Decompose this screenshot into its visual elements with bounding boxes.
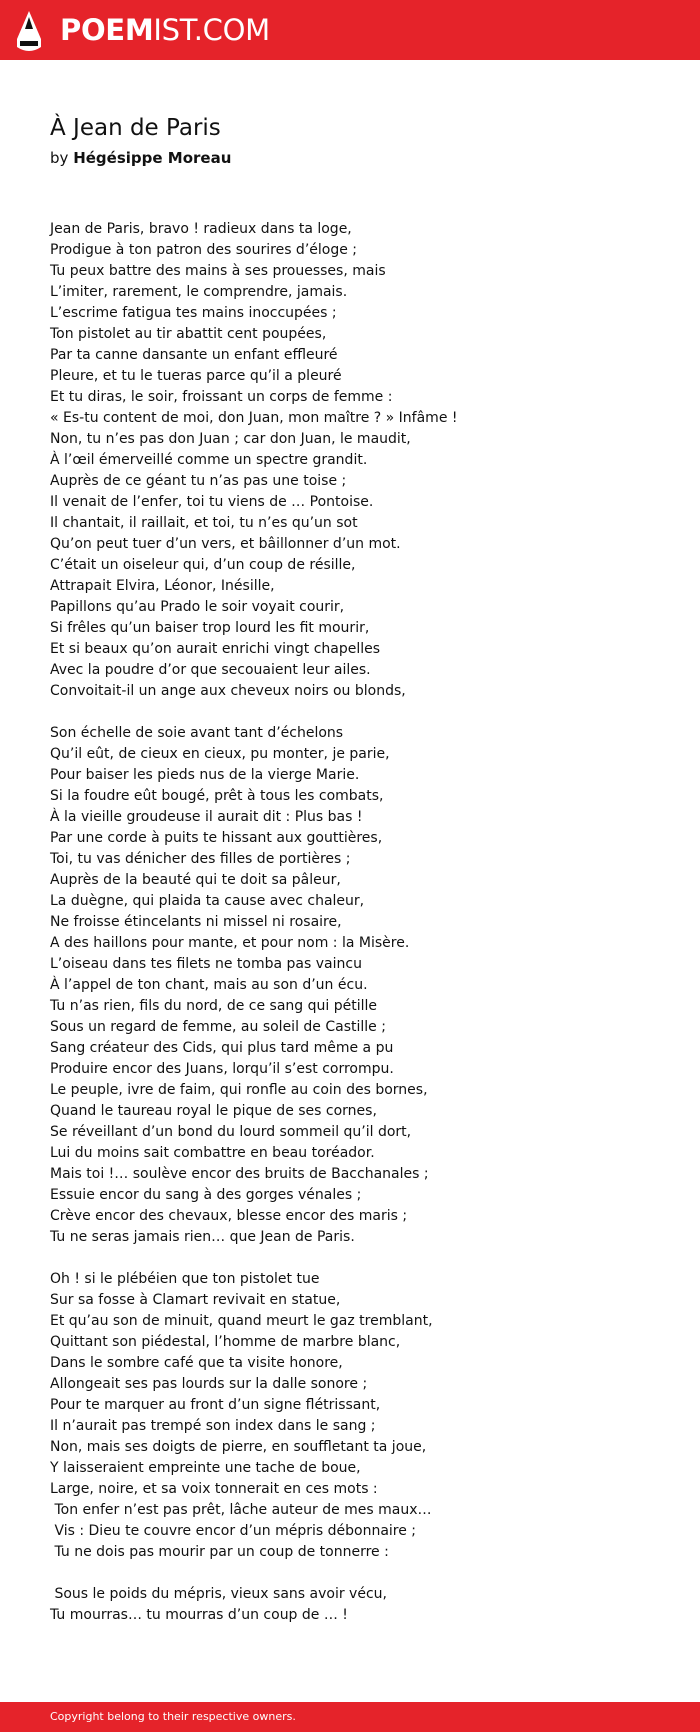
poem-line: Pour te marquer au front d’un signe flétrissant,	[50, 1397, 381, 1413]
footer-copyright: Copyright belong to their respective owners.	[50, 1710, 296, 1723]
logo-light-text: IST.COM	[153, 13, 270, 47]
poem-line: Il venait de l’enfer, toi tu viens de … Pontoise.	[50, 494, 374, 510]
poem-line: Pour baiser les pieds nus de la vierge Marie.	[50, 767, 360, 783]
poem-line: Par une corde à puits te hissant aux gouttières,	[50, 830, 383, 846]
poem-line: Et si beaux qu’on aurait enrichi vingt chapelles	[50, 641, 381, 657]
poem-line: Essuie encor du sang à des gorges vénales ;	[50, 1187, 362, 1203]
poem-line: À l’appel de ton chant, mais au son d’un écu.	[50, 977, 368, 993]
poem-stanza	[50, 1584, 670, 1626]
poem-line: « Es-tu content de moi, don Juan, mon maître ? » Infâme !	[50, 410, 458, 426]
poem-line: Quand le taureau royal le pique de ses cornes,	[50, 1103, 377, 1119]
poem-line: L’escrime fatigua tes mains inoccupées ;	[50, 305, 337, 321]
poem-line: Se réveillant d’un bond du lourd sommeil qu’il dort,	[50, 1124, 412, 1140]
poem-line: Lui du moins sait combattre en beau toréador.	[50, 1145, 375, 1161]
poem-line: Non, mais ses doigts de pierre, en souffletant ta joue,	[50, 1439, 427, 1455]
poem-line: A des haillons pour mante, et pour nom : la Misère.	[50, 935, 410, 951]
poem-line: Si frêles qu’un baiser trop lourd les fit mourir,	[50, 620, 370, 636]
poem-line: Tu peux battre des mains à ses prouesses, mais	[50, 263, 386, 279]
poem-line: Convoitait-il un ange aux cheveux noirs ou blonds,	[50, 683, 406, 699]
poem-title: À Jean de Paris	[50, 115, 221, 141]
poem-line: Tu n’as rien, fils du nord, de ce sang qui pétille	[50, 998, 377, 1014]
poem-line: Dans le sombre café que ta visite honore,	[50, 1355, 343, 1371]
poem-line: Auprès de la beauté qui te doit sa pâleur,	[50, 872, 341, 888]
poem-line: Ne froisse étincelants ni missel ni rosaire,	[50, 914, 342, 930]
poem-line: Crève encor des chevaux, blesse encor des maris ;	[50, 1208, 408, 1224]
poem-stanza	[50, 723, 670, 1248]
poem-author: Hégésippe Moreau	[73, 149, 232, 167]
poem-line: C’était un oiseleur qui, d’un coup de résille,	[50, 557, 356, 573]
poem-line: Ton enfer n’est pas prêt, lâche auteur de mes maux…	[50, 1502, 432, 1518]
poem-line: Qu’il eût, de cieux en cieux, pu monter, je parie,	[50, 746, 390, 762]
poem-line: Oh ! si le plébéien que ton pistolet tue	[50, 1271, 320, 1287]
site-header	[0, 0, 700, 60]
poem-line: Non, tu n’es pas don Juan ; car don Juan, le maudit,	[50, 431, 411, 447]
poem-line: Son échelle de soie avant tant d’échelons	[50, 725, 344, 741]
poem-line: Tu ne dois pas mourir par un coup de tonnerre :	[50, 1544, 389, 1560]
poem-line: Par ta canne dansante un enfant effleuré	[50, 347, 338, 363]
poem-body	[50, 219, 670, 1647]
poem-line: Allongeait ses pas lourds sur la dalle sonore ;	[50, 1376, 368, 1392]
poem-line: Il n’aurait pas trempé son index dans le sang ;	[50, 1418, 376, 1434]
poem-line: Si la foudre eût bougé, prêt à tous les combats,	[50, 788, 384, 804]
poem-line: Pleure, et tu le tueras parce qu’il a pleuré	[50, 368, 342, 384]
poem-line: Mais toi !… soulève encor des bruits de Bacchanales ;	[50, 1166, 429, 1182]
site-logo[interactable]	[60, 12, 270, 48]
poem-line: Papillons qu’au Prado le soir voyait courir,	[50, 599, 345, 615]
logo-bold-text: POEM	[60, 13, 154, 47]
poem-line: Le peuple, ivre de faim, qui ronfle au coin des bornes,	[50, 1082, 428, 1098]
poem-line: Large, noire, et sa voix tonnerait en ces mots :	[50, 1481, 378, 1497]
poem-line: Ton pistolet au tir abattit cent poupées,	[50, 326, 327, 342]
poem-stanza	[50, 219, 670, 702]
poem-line: Toi, tu vas dénicher des filles de portières ;	[50, 851, 351, 867]
poem-line: Et tu diras, le soir, froissant un corps de femme :	[50, 389, 393, 405]
poem-line: Sur sa fosse à Clamart revivait en statue,	[50, 1292, 341, 1308]
poem-line: La duègne, qui plaida ta cause avec chaleur,	[50, 893, 365, 909]
poem-line: Auprès de ce géant tu n’as pas une toise ;	[50, 473, 347, 489]
poem-line: Jean de Paris, bravo ! radieux dans ta loge,	[50, 221, 352, 237]
poem-line: Sous le poids du mépris, vieux sans avoir vécu,	[50, 1586, 387, 1602]
poem-line: L’imiter, rarement, le comprendre, jamais.	[50, 284, 348, 300]
poem-line: Attrapait Elvira, Léonor, Inésille,	[50, 578, 275, 594]
poem-line: À la vieille groudeuse il aurait dit : Plus bas !	[50, 809, 363, 825]
poem-line: Sang créateur des Cids, qui plus tard même a pu	[50, 1040, 394, 1056]
poem-line: À l’œil émerveillé comme un spectre grandit.	[50, 452, 368, 468]
poem-line: Qu’on peut tuer d’un vers, et bâillonner d’un mot.	[50, 536, 401, 552]
poem-line: Quittant son piédestal, l’homme de marbre blanc,	[50, 1334, 401, 1350]
poem-line: Produire encor des Juans, lorqu’il s’est corrompu.	[50, 1061, 394, 1077]
poem-line: Sous un regard de femme, au soleil de Castille ;	[50, 1019, 386, 1035]
poem-line: Et qu’au son de minuit, quand meurt le gaz tremblant,	[50, 1313, 433, 1329]
poem-line: Il chantait, il raillait, et toi, tu n’es qu’un sot	[50, 515, 358, 531]
poem-line: Tu mourras… tu mourras d’un coup de … !	[50, 1607, 348, 1623]
poem-line: Vis : Dieu te couvre encor d’un mépris débonnaire ;	[50, 1523, 417, 1539]
poem-line: L’oiseau dans tes filets ne tomba pas vaincu	[50, 956, 362, 972]
poem-byline	[50, 148, 231, 168]
byline-prefix: by	[50, 149, 69, 167]
site-footer	[0, 1702, 700, 1732]
poem-line: Prodigue à ton patron des sourires d’éloge ;	[50, 242, 358, 258]
poem-line: Tu ne seras jamais rien… que Jean de Paris.	[50, 1229, 355, 1245]
poem-line: Avec la poudre d’or que secouaient leur ailes.	[50, 662, 371, 678]
pencil-tip-icon[interactable]	[16, 9, 42, 53]
poem-stanza	[50, 1269, 670, 1563]
poem-line: Y laisseraient empreinte une tache de boue,	[50, 1460, 361, 1476]
